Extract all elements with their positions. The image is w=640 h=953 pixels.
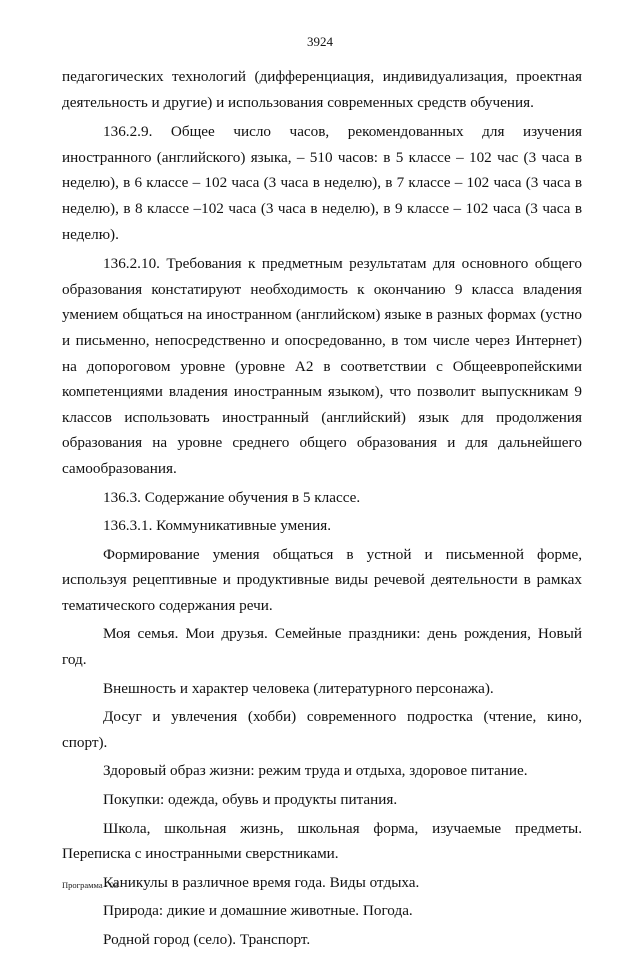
topic-health: Здоровый образ жизни: режим труда и отдыха, здоровое питание.	[103, 762, 528, 780]
paragraph-intro-continuation: педагогических технологий (дифференциация, индивидуализация, проектная деятельность и другие) и использования современных средств обучения.	[62, 68, 582, 111]
topic-holidays: Каникулы в различное время года. Виды отдыха.	[103, 873, 420, 891]
heading-136-3: 136.3. Содержание обучения в 5 классе.	[103, 488, 361, 506]
topic-family: Моя семья. Мои друзья. Семейные праздники: день рождения, Новый год.	[62, 625, 582, 669]
paragraph-communication: Формирование умения общаться в устной и письменной форме, используя рецептивные и продуктивные виды речевой деятельности в рамках тематического содержания речи.	[62, 545, 582, 614]
paragraph-136-2-9: 136.2.9. Общее число часов, рекомендованных для изучения иностранного (английского) языка, – 510 часов: в 5 классе – 102 час (3 часа в неделю), в 6 классе – 102 часа (3 часа в неделю), в 7 классе – 102 часа (3 часа в неделю), в 8 классе –102 часа (3 часа в неделю), в 9 классе – 102 часа (3 часа в неделю).	[62, 123, 582, 243]
topic-shopping: Покупки: одежда, обувь и продукты питания.	[103, 791, 398, 809]
document-body	[62, 64, 582, 953]
paragraph-136-2-10: 136.2.10. Требования к предметным результатам для основного общего образования констатируют необходимость к окончанию 9 класса владения умением общаться на иностранном (английском) языке в разных формах (устно и письменно, непосредственно и опосредованно, в том числе через Интернет) на допороговом уровне (уровне А2 в соответствии с Общеевропейскими компетенциями владения иностранным языком), что позволит выпускникам 9 классов использовать иностранный (английский) язык для продолжения образования на уровне среднего общего образования и для дальнейшего самообразования.	[62, 255, 582, 477]
topic-school: Школа, школьная жизнь, школьная форма, изучаемые предметы. Переписка с иностранными сверстниками.	[62, 819, 582, 863]
heading-136-3-1: 136.3.1. Коммуникативные умения.	[103, 517, 331, 535]
topic-leisure: Досуг и увлечения (хобби) современного подростка (чтение, кино, спорт).	[62, 708, 582, 751]
topic-appearance: Внешность и характер человека (литературного персонажа).	[103, 679, 494, 697]
footer-label: Программа - 03	[62, 880, 119, 890]
topic-hometown: Родной город (село). Транспорт.	[103, 931, 311, 948]
page-number: 3924	[307, 34, 333, 49]
topic-nature: Природа: дикие и домашние животные. Погода.	[103, 902, 413, 920]
